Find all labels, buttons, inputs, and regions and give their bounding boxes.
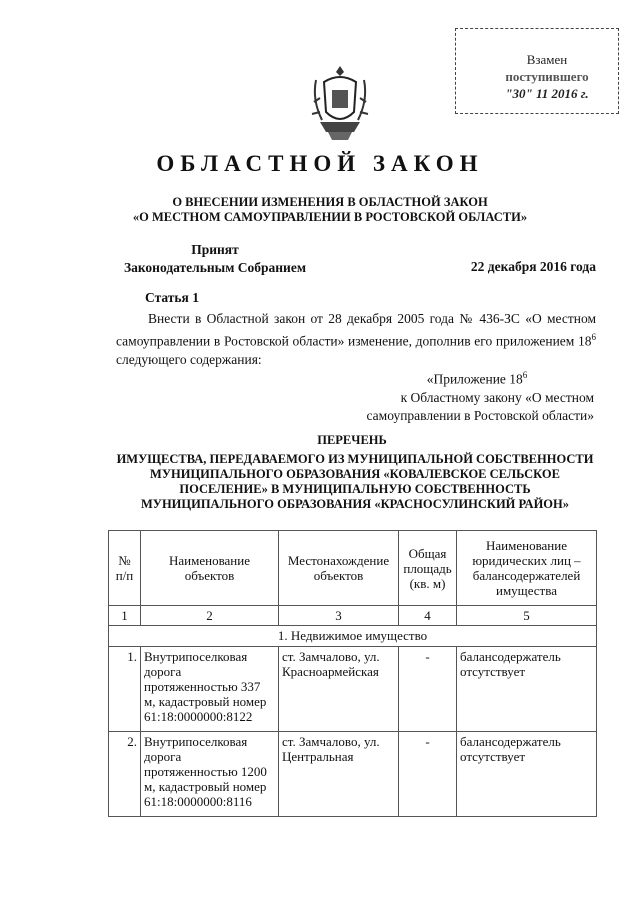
section-row: [109, 626, 597, 647]
header-num: № п/п: [109, 531, 141, 606]
article-text: [116, 310, 596, 369]
stamp-line-2: поступившего: [505, 69, 589, 84]
list-subtitle-line-2: МУНИЦИПАЛЬНОГО ОБРАЗОВАНИЯ «КОВАЛЕВСКОЕ СЕЛЬСКОЕ: [150, 467, 560, 481]
appendix-line-3: самоуправлении в Ростовской области»: [366, 407, 594, 423]
row-area: -: [399, 647, 457, 732]
row-object-name: Внутрипоселковая дорога протяженностью 1200 м, кадастровый номер 61:18:0000000:8116: [141, 732, 279, 817]
article-text-main: Внести в Областной закон от 28 декабря 2005 года № 436-ЗС «О местном самоуправлении в Ростовской области» изменение, дополнив его приложением 18: [116, 311, 596, 349]
list-subtitle-line-1: ИМУЩЕСТВА, ПЕРЕДАВАЕМОГО ИЗ МУНИЦИПАЛЬНОЙ СОБСТВЕННОСТИ: [116, 452, 594, 466]
row-location: ст. Замчалово, ул. Красноармейская: [279, 647, 399, 732]
appendix-line-1: «Приложение 18: [426, 371, 523, 387]
column-number: 2: [141, 606, 279, 626]
adoption-date: 22 декабря 2016 года: [470, 259, 596, 274]
row-location: ст. Замчалово, ул. Центральная: [279, 732, 399, 817]
table-row: [109, 647, 597, 732]
adoption-line-1: Принят: [191, 242, 239, 257]
list-subtitle: [80, 452, 630, 512]
table-row: [109, 732, 597, 817]
subtitle-line-2: «О МЕСТНОМ САМОУПРАВЛЕНИИ В РОСТОВСКОЙ ОБЛАСТИ»: [132, 210, 528, 224]
column-number-row: [109, 606, 597, 626]
row-number: 1.: [109, 647, 141, 732]
document-title: ОБЛАСТНОЙ ЗАКОН: [156, 151, 484, 176]
subtitle-line-1: О ВНЕСЕНИИ ИЗМЕНЕНИЯ В ОБЛАСТНОЙ ЗАКОН: [172, 195, 488, 209]
header-holder: Наименование юридических лиц – балансодержателей имущества: [457, 531, 597, 606]
row-area: -: [399, 732, 457, 817]
article-heading: Статья 1: [145, 290, 199, 305]
article-text-end: следующего содержания:: [116, 351, 262, 367]
receipt-stamp: [455, 28, 619, 114]
property-table: [108, 530, 597, 817]
column-number: 3: [279, 606, 399, 626]
row-holder: балансодержатель отсутствует: [457, 647, 597, 732]
column-number: 1: [109, 606, 141, 626]
list-title: ПЕРЕЧЕНЬ: [317, 433, 387, 447]
article-text-sup: 6: [591, 332, 596, 342]
list-subtitle-line-3: ПОСЕЛЕНИЕ» В МУНИЦИПАЛЬНУЮ СОБСТВЕННОСТЬ: [179, 482, 531, 496]
header-location: Местонахождение объектов: [279, 531, 399, 606]
stamp-line-3: "30" 11 2016 г.: [505, 86, 589, 101]
row-object-name: Внутрипоселковая дорога протяженностью 337 м, кадастровый номер 61:18:0000000:8122: [141, 647, 279, 732]
section-title: 1. Недвижимое имущество: [109, 626, 597, 647]
adoption-block: [113, 241, 317, 277]
row-holder: балансодержатель отсутствует: [457, 732, 597, 817]
row-number: 2.: [109, 732, 141, 817]
coat-of-arms-icon: [310, 62, 370, 148]
column-number: 5: [457, 606, 597, 626]
appendix-line-2: к Областному закону «О местном: [400, 389, 594, 405]
appendix-line-1-sup: 6: [522, 370, 528, 380]
adoption-line-2: Законодательным Собранием: [123, 260, 307, 275]
list-subtitle-line-4: МУНИЦИПАЛЬНОГО ОБРАЗОВАНИЯ «КРАСНОСУЛИНСКИЙ РАЙОН»: [140, 497, 570, 511]
header-name: Наименование объектов: [141, 531, 279, 606]
appendix-block: [330, 366, 594, 425]
document-subtitle: [60, 195, 600, 225]
column-number: 4: [399, 606, 457, 626]
stamp-line-1: Взамен: [526, 52, 568, 67]
table-header-row: [109, 531, 597, 606]
header-area: Общая площадь (кв. м): [399, 531, 457, 606]
